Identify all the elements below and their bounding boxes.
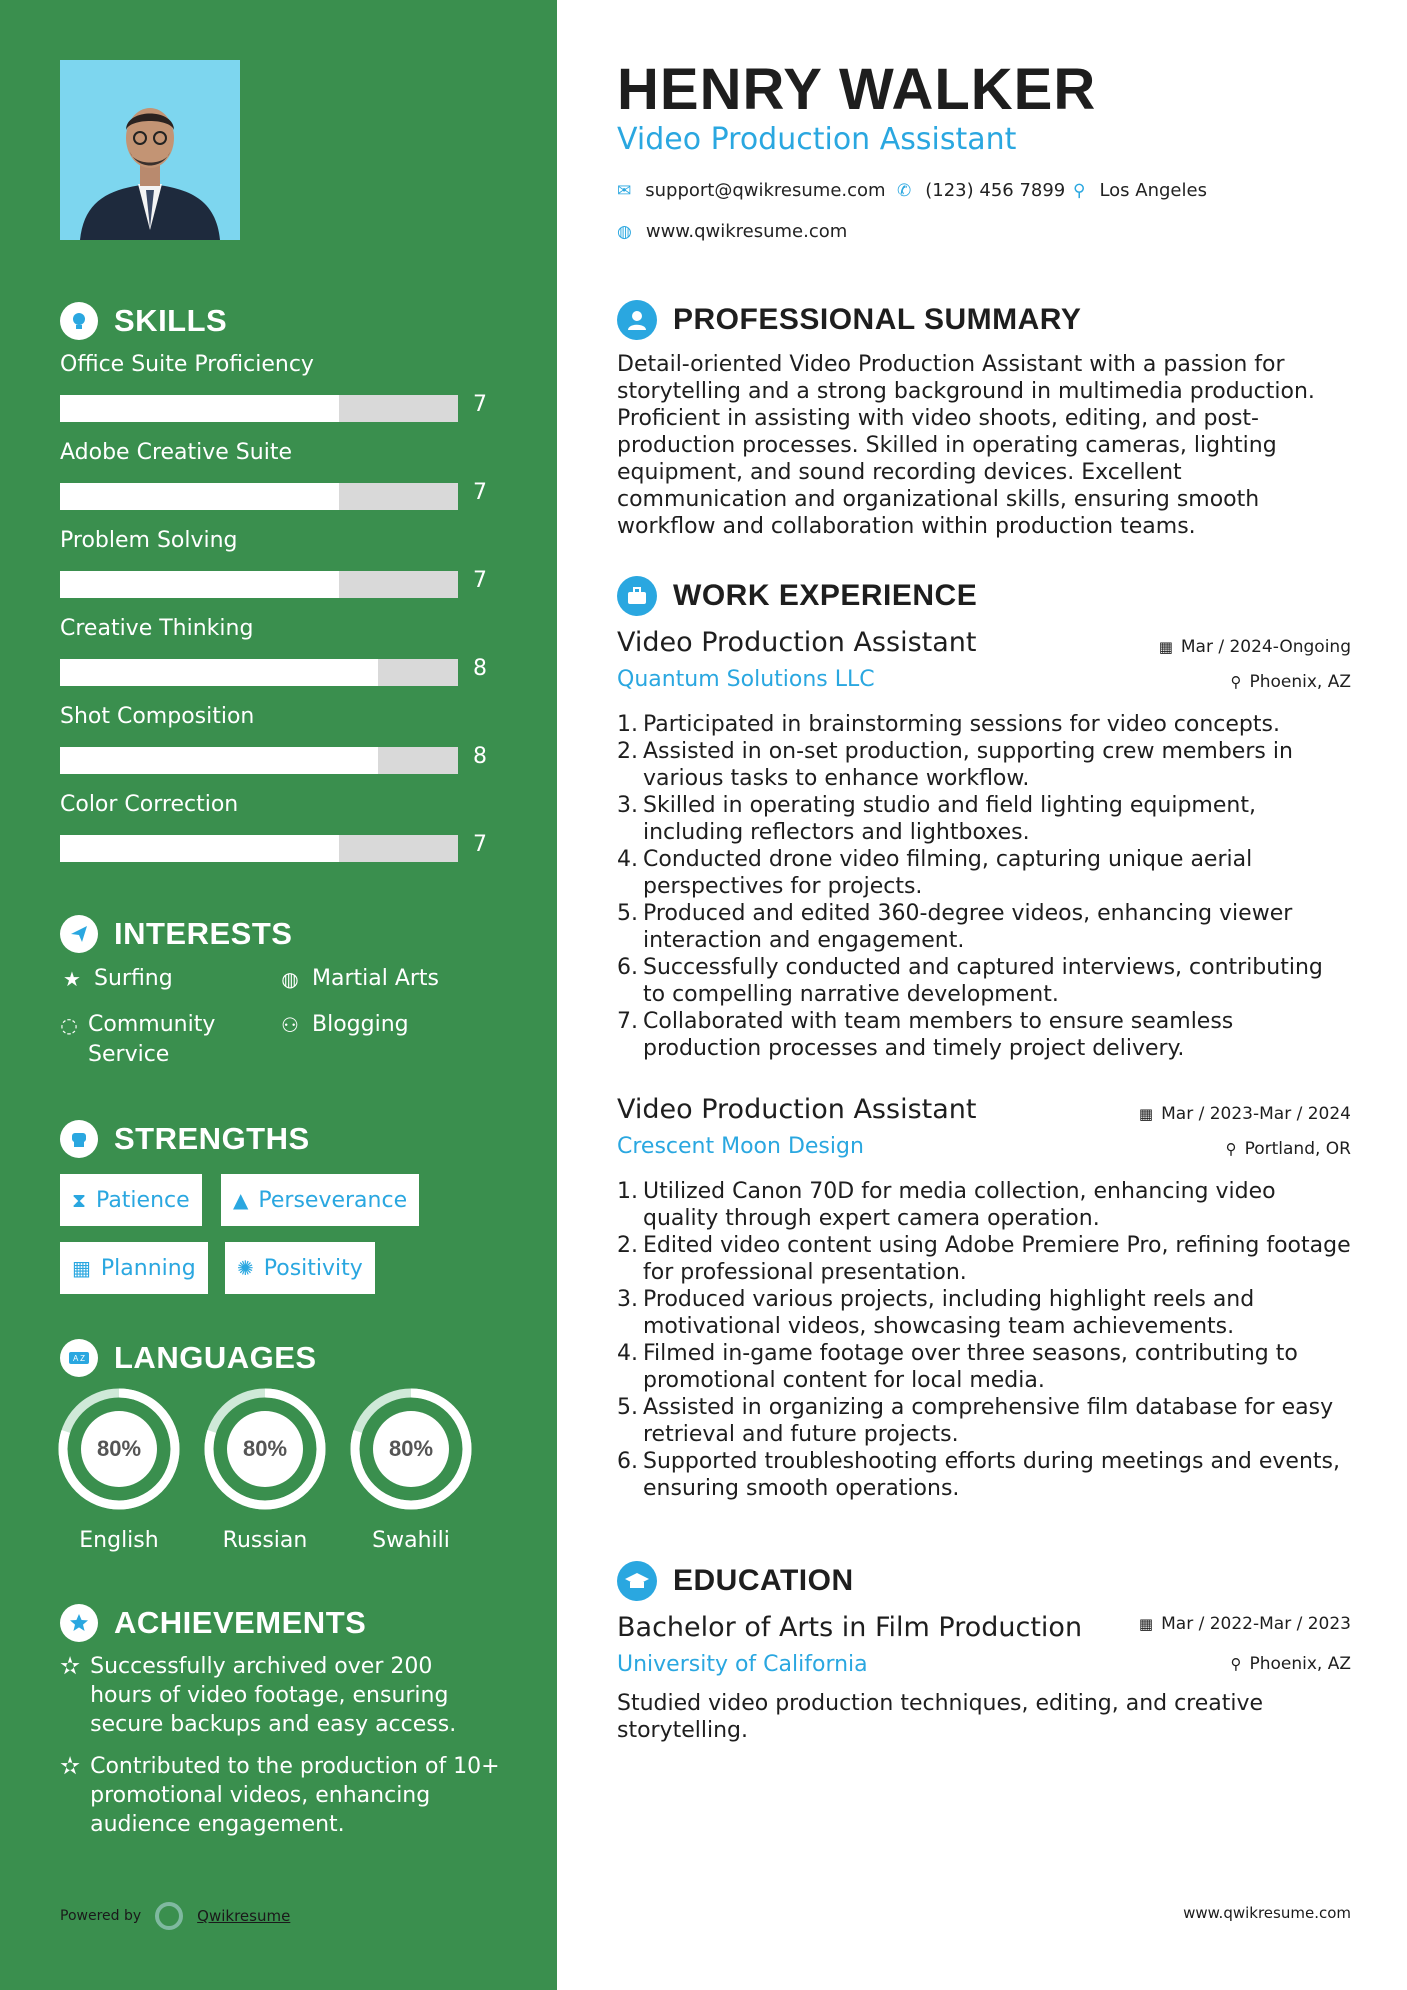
brand-link[interactable]: Qwikresume: [197, 1907, 291, 1925]
skill-bar: [60, 659, 458, 686]
education-heading: [617, 1561, 854, 1601]
skill-value: 7: [473, 832, 487, 857]
skill-name: Office Suite Proficiency: [60, 352, 314, 377]
job-bullets: [617, 711, 1351, 1062]
achievement-text: Successfully archived over 200 hours of video footage, ensuring secure backups and easy access.: [90, 1654, 457, 1737]
interest-label: Martial Arts: [312, 966, 440, 991]
contact-location: [1073, 180, 1207, 201]
skill-bar-fill: [60, 659, 378, 686]
globe-icon: ◍: [281, 967, 299, 991]
profile-photo: [60, 60, 240, 240]
list-item: Supported troubleshooting efforts during meetings and events, ensuring smooth operations.: [643, 1449, 1340, 1501]
job-location: [1230, 672, 1351, 692]
users-icon: ⚇: [281, 1013, 299, 1037]
job-bullets: [617, 1178, 1351, 1502]
strengths-title: STRENGTHS: [114, 1121, 310, 1156]
skill-item: [60, 792, 500, 857]
list-item: Filmed in-game footage over three seasons, contributing to promotional content for local media.: [643, 1341, 1298, 1393]
calendar-icon: ▦: [1158, 638, 1173, 656]
list-item: Produced and edited 360-degree videos, enhancing viewer interaction and engagement.: [643, 901, 1293, 953]
shield-icon: ◌: [60, 1013, 78, 1037]
interests-heading: [60, 915, 292, 953]
skill-name: Adobe Creative Suite: [60, 440, 292, 465]
svg-text:A Z: A Z: [72, 1354, 86, 1363]
website-text: www.qwikresume.com: [645, 221, 848, 242]
star-badge-icon: [60, 1604, 98, 1642]
achievement-item: [60, 1652, 500, 1739]
education-dates: [1139, 1614, 1351, 1634]
list-item: Participated in brainstorming sessions for video concepts.: [643, 712, 1280, 737]
calendar-icon: ▦: [72, 1256, 91, 1280]
summary-title: PROFESSIONAL SUMMARY: [673, 303, 1082, 336]
skill-value: 7: [473, 568, 487, 593]
job-location-text: Portland, OR: [1244, 1139, 1351, 1159]
job-dates: [1139, 1104, 1351, 1124]
skill-bar: [60, 395, 458, 422]
skill-name: Color Correction: [60, 792, 239, 817]
pin-icon: ⚲: [1230, 673, 1242, 691]
strength-chip: [221, 1174, 419, 1226]
list-item: Edited video content using Adobe Premiere Pro, refining footage for professional presentation.: [643, 1233, 1351, 1285]
map-pin-icon: ⚲: [1073, 180, 1086, 201]
list-item: Assisted in on-set production, supporting crew members in various tasks to enhance workflow.: [643, 739, 1293, 791]
job-title: Video Production Assistant: [617, 1094, 977, 1125]
phone-text: (123) 456 7899: [925, 180, 1066, 201]
star-icon: ✫: [60, 1752, 81, 1780]
languages-title: LANGUAGES: [114, 1340, 317, 1375]
strength-chip: [225, 1242, 375, 1294]
language-name: Swahili: [372, 1528, 450, 1553]
skill-item: [60, 704, 500, 769]
job-location-text: Phoenix, AZ: [1249, 672, 1351, 692]
education-title: EDUCATION: [673, 1564, 854, 1597]
globe-icon: ◍: [617, 221, 632, 242]
envelope-icon: ✉: [617, 180, 632, 201]
summary-text: Detail-oriented Video Production Assistant with a passion for storytelling and a strong background in multimedia production. Proficient in assisting with video shoots, editing, and post-production processes. Skilled in operating cameras, lighting equipment, and sound recording devices. Excellent communication and organizational skills, ensuring smooth workflow and collaboration within production teams.: [617, 352, 1315, 539]
degree-title: Bachelor of Arts in Film Production: [617, 1612, 1083, 1643]
education-description: Studied video production techniques, editing, and creative storytelling.: [617, 1691, 1264, 1743]
skill-bar-fill: [60, 483, 339, 510]
language-item: [350, 1388, 472, 1553]
skill-value: 8: [473, 744, 487, 769]
language-percent: 80%: [242, 1436, 288, 1461]
skill-value: 7: [473, 392, 487, 417]
fist-icon: [60, 1120, 98, 1158]
graduation-cap-icon: [617, 1561, 657, 1601]
skill-bar-fill: [60, 747, 378, 774]
skill-value: 8: [473, 656, 487, 681]
education-location-text: Phoenix, AZ: [1249, 1654, 1351, 1674]
interest-item: [60, 964, 260, 994]
skill-bar-fill: [60, 835, 339, 862]
footer-website[interactable]: www.qwikresume.com: [1183, 1904, 1351, 1922]
strength-chip: [60, 1174, 202, 1226]
language-item: [58, 1388, 180, 1553]
star-icon: ★: [63, 967, 81, 991]
skills-title: SKILLS: [114, 303, 228, 338]
interest-item: [278, 964, 498, 994]
email-text: support@qwikresume.com: [645, 180, 886, 201]
paper-plane-icon: [60, 915, 98, 953]
achievements-title: ACHIEVEMENTS: [114, 1605, 367, 1640]
language-percent: 80%: [388, 1436, 434, 1461]
skill-bar: [60, 835, 458, 862]
skill-item: [60, 528, 500, 593]
experience-title: WORK EXPERIENCE: [673, 579, 978, 612]
contact-email[interactable]: [617, 180, 886, 201]
interest-label: Blogging: [312, 1012, 409, 1037]
job-company: Crescent Moon Design: [617, 1134, 864, 1159]
school-name: University of California: [617, 1652, 868, 1677]
list-item: Produced various projects, including highlight reels and motivational videos, showcasing team achievements.: [643, 1287, 1255, 1339]
strengths-heading: [60, 1120, 310, 1158]
language-item: [204, 1388, 326, 1553]
education-dates-text: Mar / 2022-Mar / 2023: [1161, 1614, 1351, 1634]
skill-bar: [60, 571, 458, 598]
road-icon: ▲: [233, 1188, 249, 1212]
education-location: [1230, 1654, 1351, 1674]
contact-website[interactable]: [617, 221, 847, 242]
skill-item: [60, 352, 500, 417]
skill-value: 7: [473, 480, 487, 505]
interest-label: Surfing: [94, 966, 173, 991]
experience-heading: [617, 576, 977, 616]
pin-icon: ⚲: [1230, 1655, 1242, 1673]
lightbulb-icon: [60, 302, 98, 340]
job-dates-text: Mar / 2023-Mar / 2024: [1161, 1104, 1351, 1124]
achievement-item: [60, 1752, 500, 1839]
user-icon: [617, 300, 657, 340]
strength-label: Planning: [100, 1255, 196, 1281]
location-text: Los Angeles: [1099, 180, 1207, 201]
pin-icon: ⚲: [1225, 1140, 1237, 1158]
star-icon: ✫: [60, 1652, 81, 1680]
languages-heading: [60, 1339, 317, 1377]
skills-heading: [60, 302, 227, 340]
job-title: Video Production Assistant: [617, 627, 977, 658]
skill-name: Creative Thinking: [60, 616, 254, 641]
sun-icon: ✺: [237, 1256, 254, 1280]
interests-title: INTERESTS: [114, 916, 293, 951]
translate-icon: [60, 1339, 98, 1377]
skill-item: [60, 440, 500, 505]
calendar-icon: ▦: [1138, 1615, 1154, 1633]
list-item: Skilled in operating studio and field lighting equipment, including reflectors and lightboxes.: [643, 793, 1256, 845]
powered-by: [60, 1902, 290, 1930]
candidate-role: Video Production Assistant: [617, 122, 1017, 157]
job-location: [1226, 1139, 1351, 1159]
skill-name: Problem Solving: [60, 528, 238, 553]
strength-chip: [60, 1242, 208, 1294]
list-item: Collaborated with team members to ensure seamless production processes and timely project delivery.: [643, 1009, 1234, 1061]
phone-icon: ✆: [897, 180, 912, 201]
language-name: English: [79, 1528, 159, 1553]
strength-label: Patience: [96, 1187, 190, 1213]
language-name: Russian: [222, 1528, 308, 1553]
interest-label: Community Service: [88, 1012, 216, 1067]
briefcase-icon: [617, 576, 657, 616]
skill-bar-fill: [60, 571, 339, 598]
skill-name: Shot Composition: [60, 704, 255, 729]
job-dates: [1159, 637, 1351, 657]
strength-label: Perseverance: [258, 1187, 408, 1213]
achievement-text: Contributed to the production of 10+ promotional videos, enhancing audience engagement.: [90, 1754, 500, 1837]
powered-by-label: Powered by: [60, 1908, 142, 1924]
job-company: Quantum Solutions LLC: [617, 667, 875, 692]
candidate-name: HENRY WALKER: [617, 57, 1097, 122]
skill-bar-fill: [60, 395, 339, 422]
summary-heading: [617, 300, 1081, 340]
strength-label: Positivity: [263, 1255, 363, 1281]
job-dates-text: Mar / 2024-Ongoing: [1180, 637, 1351, 657]
qwikresume-logo-icon: [155, 1902, 183, 1930]
calendar-icon: ▦: [1138, 1105, 1154, 1123]
interest-item: [278, 1010, 498, 1040]
list-item: Assisted in organizing a comprehensive film database for easy retrieval and future projects.: [643, 1395, 1334, 1447]
list-item: Successfully conducted and captured interviews, contributing to compelling narrative development.: [643, 955, 1323, 1007]
hourglass-icon: ⧗: [72, 1188, 87, 1212]
list-item: Utilized Canon 70D for media collection, enhancing video quality through expert camera operation.: [643, 1179, 1276, 1231]
skill-bar: [60, 747, 458, 774]
skill-bar: [60, 483, 458, 510]
achievements-heading: [60, 1604, 366, 1642]
list-item: Conducted drone video filming, capturing unique aerial perspectives for projects.: [643, 847, 1253, 899]
contact-phone[interactable]: [897, 180, 1065, 201]
skill-item: [60, 616, 500, 681]
interest-item: [60, 1010, 250, 1070]
sidebar: [0, 0, 557, 1990]
language-percent: 80%: [96, 1436, 142, 1461]
